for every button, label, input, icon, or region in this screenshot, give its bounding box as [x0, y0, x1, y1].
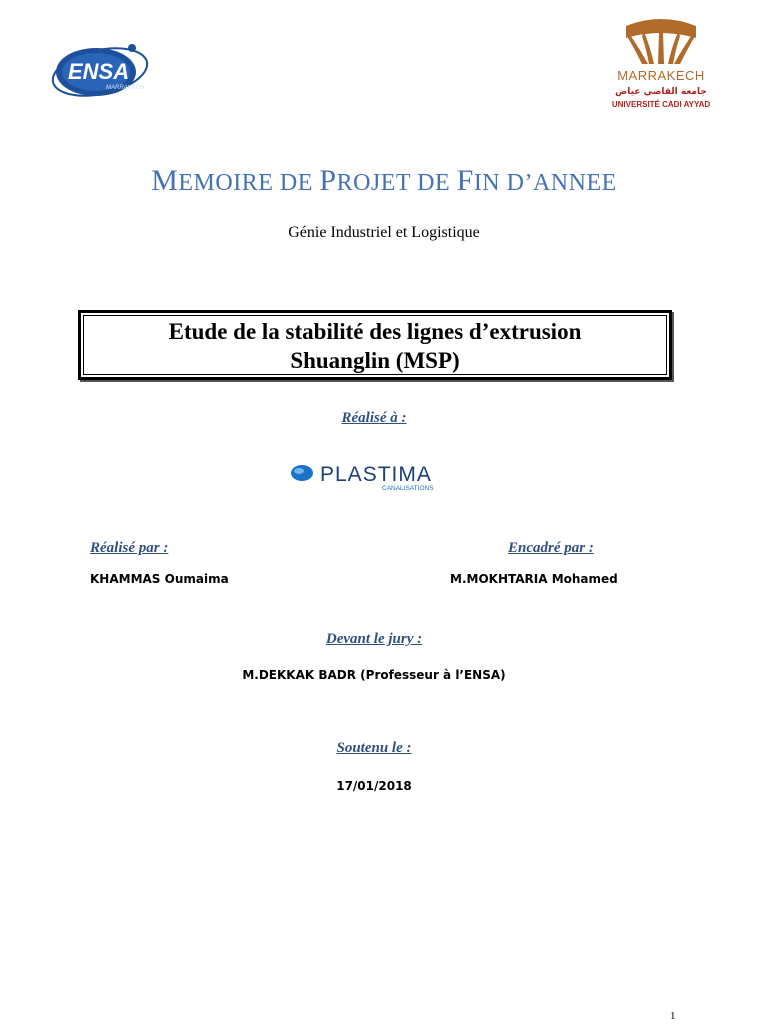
encadre-par-heading: Encadré par : — [508, 540, 594, 556]
department-label: Génie Industriel et Logistique — [288, 224, 480, 241]
palm-emblem — [606, 18, 716, 68]
svg-text:ENSA: ENSA — [68, 59, 130, 84]
soutenu-heading: Soutenu le : — [336, 740, 412, 756]
uca-university-label: UNIVERSITÉ CADI AYYAD — [611, 100, 711, 109]
svg-text:MARRAKECH: MARRAKECH — [106, 85, 145, 91]
uca-city-label: MARRAKECH — [617, 68, 705, 83]
plastima-logo — [286, 458, 482, 494]
realise-par-heading: Réalisé par : — [90, 540, 169, 556]
universite-cadi-ayyad-logo — [606, 18, 716, 118]
realise-a-heading: Réalisé à : — [341, 410, 407, 426]
defense-date: 17/01/2018 — [336, 779, 412, 793]
page-number: 1 — [670, 1010, 676, 1022]
project-title-line-1: Etude de la stabilité des lignes d’extrusion — [168, 319, 582, 344]
svg-text:PLASTIMA: PLASTIMA — [320, 463, 432, 486]
svg-text:CANALISATIONS: CANALISATIONS — [382, 485, 434, 492]
document-type-title: MEMOIRE DE PROJET DE FIN D’ANNEE — [151, 164, 617, 197]
project-title-line-2: Shuanglin (MSP) — [290, 348, 460, 373]
jury-member: M.DEKKAK BADR (Professeur à l’ENSA) — [242, 668, 506, 682]
ensa-logo — [48, 36, 160, 106]
project-title-box — [78, 310, 672, 380]
jury-heading: Devant le jury : — [325, 631, 423, 647]
uca-arabic-label: جامعة القاضي عياض — [615, 87, 707, 97]
student-name: KHAMMAS Oumaima — [90, 572, 229, 586]
supervisor-name: M.MOKHTARIA Mohamed — [450, 572, 618, 586]
